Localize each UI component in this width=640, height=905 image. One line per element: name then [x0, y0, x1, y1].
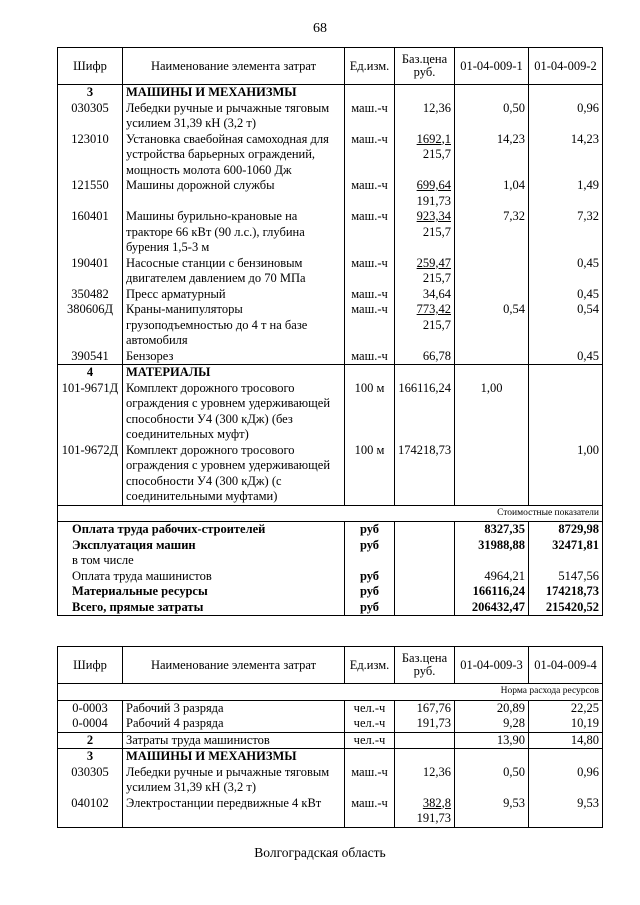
summary-value-1: 31988,88 [455, 538, 529, 554]
resource-row [58, 287, 603, 303]
summary-unit: руб [345, 569, 395, 585]
worker-row [58, 716, 603, 732]
resource-unit: чел.-ч [345, 732, 395, 749]
summary-unit: руб [345, 600, 395, 616]
resource-name: Насосные станции с бензиновым двигателем давлением до 70 МПа [123, 256, 345, 287]
norm-value-2 [529, 381, 603, 443]
section-number: 2 [58, 732, 123, 749]
page-number: 68 [313, 21, 327, 36]
summary-row [58, 584, 603, 600]
resource-name: Комплект дорожного тросового ограждения с уровнем удерживающей способности У4 (300 кДж) (без соединительных муфт) [123, 381, 345, 443]
empty-cell [395, 365, 455, 381]
machinist-wage-price: 191,73 [416, 193, 451, 208]
summary-label: Эксплуатация машин [58, 538, 345, 554]
resource-row [58, 796, 603, 828]
resource-name: Лебедки ручные и рычажные тяговым усилием 31,39 кН (3,2 т) [123, 765, 345, 796]
cost-indicators-label: Стоимостные показатели [455, 505, 603, 522]
norm-value-2: 1,00 [529, 443, 603, 506]
base-price: 1692,1 [416, 131, 451, 146]
base-price-cell [395, 796, 455, 828]
empty-cell [345, 505, 395, 522]
summary-row [58, 600, 603, 616]
summary-row [58, 569, 603, 585]
resource-name: Лебедки ручные и рычажные тяговым усилием 31,39 кН (3,2 т) [123, 101, 345, 132]
summary-label: Материальные ресурсы [58, 584, 345, 600]
resource-name: Бензорез [123, 349, 345, 365]
region-footer: Волгоградская область [254, 845, 386, 860]
norm-note-row [58, 684, 603, 701]
norm-value-1: 13,90 [455, 732, 529, 749]
norm-value-1: 0,50 [455, 101, 529, 132]
empty-cell [529, 85, 603, 101]
worker-row [58, 700, 603, 716]
resource-code: 101-9671Д [58, 381, 123, 443]
summary-value-2: 32471,81 [529, 538, 603, 554]
summary-unit [345, 553, 395, 569]
empty-cell [395, 569, 455, 585]
empty-cell [123, 505, 345, 522]
norm-value-1 [455, 349, 529, 365]
resource-unit: маш.-ч [345, 101, 395, 132]
base-price: 34,64 [422, 286, 451, 301]
empty-cell [455, 85, 529, 101]
section-number: 3 [58, 85, 123, 101]
col-norm-1: 01-04-009-1 [455, 48, 529, 85]
resource-row [58, 178, 603, 209]
col-base-price: Баз.цена руб. [395, 647, 455, 684]
summary-row [58, 553, 603, 569]
resource-code: 380606Д [58, 302, 123, 349]
norm-value-2: 22,25 [529, 700, 603, 716]
table-header [58, 647, 603, 684]
base-price-cell [395, 132, 455, 179]
summary-value-1: 206432,47 [455, 600, 529, 616]
summary-label: в том числе [58, 553, 345, 569]
norm-value-2: 14,23 [529, 132, 603, 179]
norm-value-1: 1,04 [455, 178, 529, 209]
summary-label: Всего, прямые затраты [58, 600, 345, 616]
norm-value-1: 7,32 [455, 209, 529, 256]
resource-unit: чел.-ч [345, 716, 395, 732]
summary-value-1 [455, 553, 529, 569]
resource-row [58, 443, 603, 506]
empty-cell [345, 365, 395, 381]
empty-cell [529, 749, 603, 765]
norm-value-2: 9,53 [529, 796, 603, 828]
col-unit: Ед.изм. [345, 647, 395, 684]
resource-row [58, 132, 603, 179]
norm-value-1: 0,50 [455, 765, 529, 796]
resource-unit: 100 м [345, 443, 395, 506]
base-price-cell [395, 349, 455, 365]
summary-unit: руб [345, 522, 395, 538]
resource-code: 101-9672Д [58, 443, 123, 506]
resource-code: 030305 [58, 101, 123, 132]
section-row [58, 85, 603, 101]
resource-code: 190401 [58, 256, 123, 287]
empty-cell [395, 749, 455, 765]
base-price-cell [395, 101, 455, 132]
summary-value-1: 4964,21 [455, 569, 529, 585]
norm-value-1 [455, 256, 529, 287]
base-price: 174218,73 [395, 443, 455, 506]
table-header [58, 48, 603, 85]
machinist-wage-price: 191,73 [416, 811, 451, 825]
resource-name: Установка сваебойная самоходная для устройства барьерных ограждений, мощность молота 600-1060 Дж [123, 132, 345, 179]
base-price-cell [395, 765, 455, 796]
summary-unit: руб [345, 538, 395, 554]
resource-code: 0-0004 [58, 716, 123, 732]
norm-value-2: 0,45 [529, 349, 603, 365]
resource-unit: маш.-ч [345, 349, 395, 365]
empty-cell [395, 553, 455, 569]
section-row [58, 749, 603, 765]
empty-cell [395, 584, 455, 600]
norm-value-2: 0,96 [529, 101, 603, 132]
norm-value-1: 9,28 [455, 716, 529, 732]
section-title: МАШИНЫ И МЕХАНИЗМЫ [123, 749, 345, 765]
col-unit: Ед.изм. [345, 48, 395, 85]
norm-value-1 [455, 443, 529, 506]
resource-unit: маш.-ч [345, 132, 395, 179]
section-title: Затраты труда машинистов [123, 732, 345, 749]
base-price: 12,36 [422, 764, 451, 779]
empty-cell [123, 684, 345, 701]
machinist-wage-price: 215,7 [422, 224, 451, 239]
col-norm-4: 01-04-009-4 [529, 647, 603, 684]
resource-unit: маш.-ч [345, 302, 395, 349]
norm-value-1: 0,54 [455, 302, 529, 349]
empty-cell [395, 684, 455, 701]
resource-row [58, 209, 603, 256]
base-price-cell [395, 209, 455, 256]
norm-value-2: 0,54 [529, 302, 603, 349]
base-price: 12,36 [422, 100, 451, 115]
col-code: Шифр [58, 647, 123, 684]
summary-value-1: 166116,24 [455, 584, 529, 600]
resource-table-2 [57, 646, 603, 828]
resource-name: Пресс арматурный [123, 287, 345, 303]
cost-indicators-row [58, 505, 603, 522]
resource-name: Краны-манипуляторы грузоподъемностью до 4 т на базе автомобиля [123, 302, 345, 349]
norm-value-1: 14,23 [455, 132, 529, 179]
base-price: 923,34 [416, 209, 451, 223]
resource-name: Рабочий 4 разряда [123, 716, 345, 732]
summary-value-2: 8729,98 [529, 522, 603, 538]
norm-value-2: 1,49 [529, 178, 603, 209]
section-row [58, 365, 603, 381]
summary-value-2: 215420,52 [529, 600, 603, 616]
resource-unit: 100 м [345, 381, 395, 443]
base-price: 699,64 [416, 178, 451, 192]
resource-unit: маш.-ч [345, 209, 395, 256]
base-price: 259,47 [416, 255, 451, 270]
resource-row [58, 381, 603, 443]
summary-value-2 [529, 553, 603, 569]
empty-cell [58, 684, 123, 701]
norm-rate-label: Норма расхода ресурсов [455, 684, 603, 701]
section-number: 3 [58, 749, 123, 765]
empty-cell [529, 365, 603, 381]
resource-name: Машины бурильно-крановые на тракторе 66 кВт (90 л.с.), глубина бурения 1,5-3 м [123, 209, 345, 256]
summary-row [58, 522, 603, 538]
empty-cell [345, 684, 395, 701]
resource-row [58, 765, 603, 796]
empty-cell [395, 600, 455, 616]
col-base-price: Баз.цена руб. [395, 48, 455, 85]
base-price-cell [395, 178, 455, 209]
empty-cell [395, 522, 455, 538]
col-norm-2: 01-04-009-2 [529, 48, 603, 85]
norm-value-1 [455, 287, 529, 303]
resource-code: 350482 [58, 287, 123, 303]
summary-unit: руб [345, 584, 395, 600]
machinist-wage-price: 215,7 [422, 271, 451, 285]
resource-unit: чел.-ч [345, 700, 395, 716]
resource-name: Электростанции передвижные 4 кВт [123, 796, 345, 828]
base-price: 66,78 [422, 348, 451, 363]
summary-value-2: 174218,73 [529, 584, 603, 600]
norm-value-2: 7,32 [529, 209, 603, 256]
base-price: 773,42 [416, 302, 451, 316]
section-row [58, 732, 603, 749]
empty-cell [455, 365, 529, 381]
machinist-wage-price: 215,7 [422, 147, 451, 161]
resource-unit: маш.-ч [345, 178, 395, 209]
resource-name: Машины дорожной службы [123, 178, 345, 209]
empty-cell [58, 505, 123, 522]
resource-code: 040102 [58, 796, 123, 828]
resource-code: 390541 [58, 349, 123, 365]
col-code: Шифр [58, 48, 123, 85]
resource-row [58, 302, 603, 349]
section-title: МАШИНЫ И МЕХАНИЗМЫ [123, 85, 345, 101]
resource-row [58, 101, 603, 132]
resource-row [58, 256, 603, 287]
section-title: МАТЕРИАЛЫ [123, 365, 345, 381]
empty-cell [345, 85, 395, 101]
norm-value-2: 0,45 [529, 256, 603, 287]
resource-code: 0-0003 [58, 700, 123, 716]
section-number: 4 [58, 365, 123, 381]
col-norm-3: 01-04-009-3 [455, 647, 529, 684]
resource-code: 030305 [58, 765, 123, 796]
empty-cell [345, 749, 395, 765]
base-price: 191,73 [395, 716, 455, 732]
resource-code: 121550 [58, 178, 123, 209]
resource-table-1 [57, 47, 603, 616]
col-name: Наименование элемента затрат [123, 48, 345, 85]
summary-value-2: 5147,56 [529, 569, 603, 585]
base-price: 166116,24 [395, 381, 455, 443]
norm-value-2: 0,45 [529, 287, 603, 303]
resource-row [58, 349, 603, 365]
base-price-cell [395, 287, 455, 303]
norm-value-1: 20,89 [455, 700, 529, 716]
summary-row [58, 538, 603, 554]
norm-value-2: 10,19 [529, 716, 603, 732]
resource-unit: маш.-ч [345, 287, 395, 303]
summary-label: Оплата труда машинистов [58, 569, 345, 585]
base-price-cell [395, 256, 455, 287]
empty-cell [395, 85, 455, 101]
base-price: 382,8 [422, 795, 451, 810]
norm-value-2: 0,96 [529, 765, 603, 796]
resource-code: 160401 [58, 209, 123, 256]
summary-label: Оплата труда рабочих-строителей [58, 522, 345, 538]
resource-unit: маш.-ч [345, 256, 395, 287]
empty-cell [395, 538, 455, 554]
resource-name: Рабочий 3 разряда [123, 700, 345, 716]
base-price: 167,76 [395, 700, 455, 716]
empty-cell [395, 505, 455, 522]
resource-code: 123010 [58, 132, 123, 179]
resource-unit: маш.-ч [345, 796, 395, 828]
norm-value-1: 9,53 [455, 796, 529, 828]
empty-cell [395, 732, 455, 749]
empty-cell [455, 749, 529, 765]
col-name: Наименование элемента затрат [123, 647, 345, 684]
resource-unit: маш.-ч [345, 765, 395, 796]
norm-value-2: 14,80 [529, 732, 603, 749]
norm-value-1: 1,00 [455, 381, 529, 443]
resource-name: Комплект дорожного тросового ограждения с уровнем удерживающей способности У4 (300 кДж) (с соединительными муфтами) [123, 443, 345, 506]
summary-value-1: 8327,35 [455, 522, 529, 538]
base-price-cell [395, 302, 455, 349]
machinist-wage-price: 215,7 [422, 317, 451, 332]
